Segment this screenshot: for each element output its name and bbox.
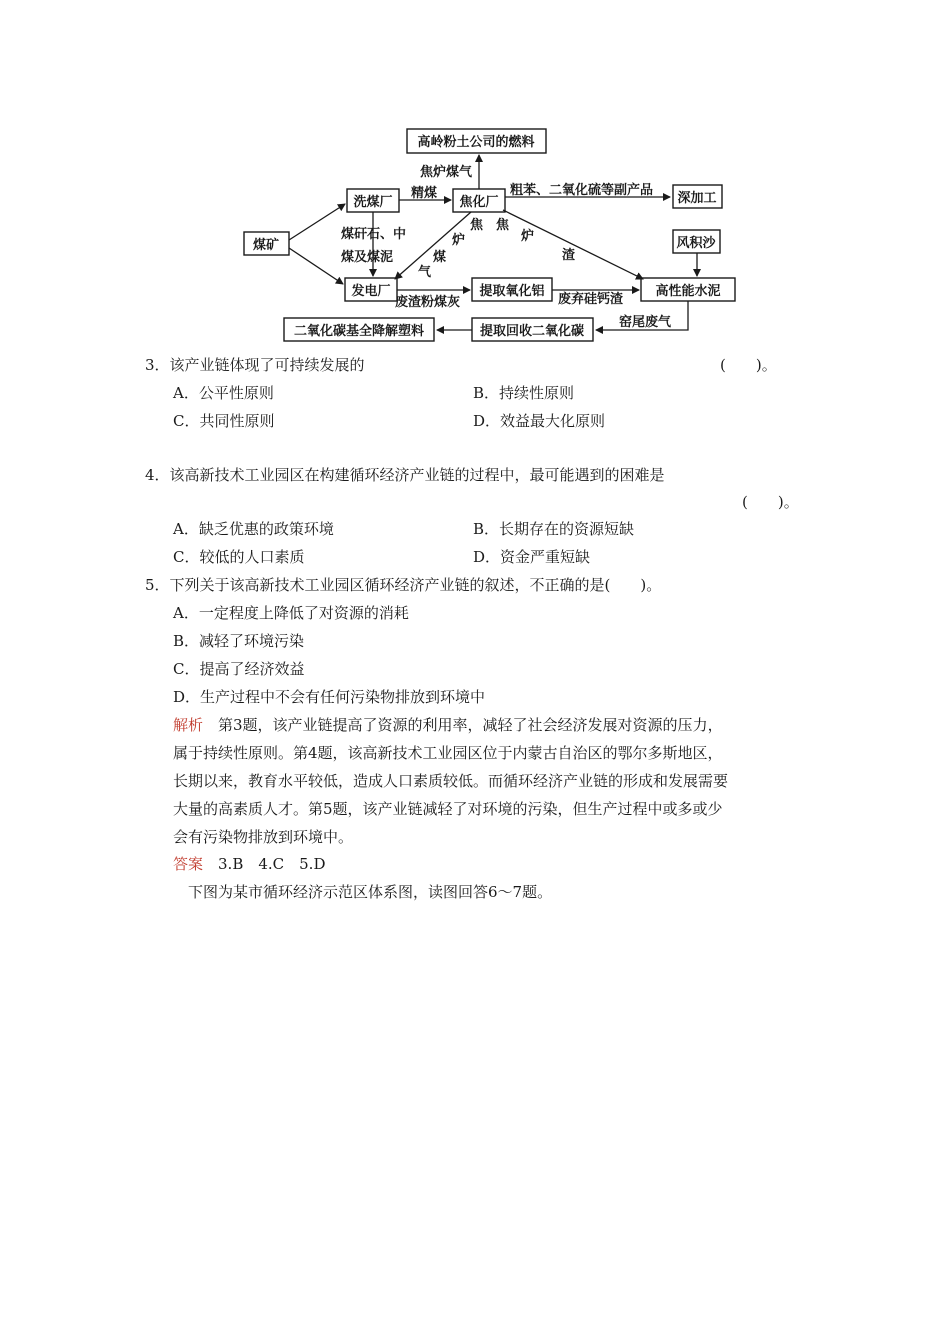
q3-option-a: A．公平性原则 (173, 384, 274, 402)
analysis-line-3: 长期以来，教育水平较低，造成人口素质较低。而循环经济产业链的形成和发展需要 (173, 772, 729, 790)
svg-text:焦化厂: 焦化厂 (459, 195, 499, 210)
svg-text:高岭粉土公司的燃料: 高岭粉土公司的燃料 (417, 135, 535, 150)
q4-answer-blank: ( )。 (742, 493, 799, 511)
node-aeolian-sand (673, 230, 720, 253)
label-silica-slag: 废弃硅钙渣 (558, 292, 624, 307)
node-co2-recovery (472, 318, 593, 341)
svg-text:洗煤厂: 洗煤厂 (353, 195, 393, 210)
q4-option-c: C．较低的人口素质 (173, 548, 305, 566)
label-coke-gas-diag-1: 焦 (470, 218, 484, 233)
q3-stem: 3．该产业链体现了可持续发展的 (145, 356, 365, 374)
svg-text:风积沙: 风积沙 (676, 236, 716, 251)
svg-text:二氧化碳基全降解塑料: 二氧化碳基全降解塑料 (293, 324, 425, 339)
q5-option-d: D．生产过程中不会有任何污染物排放到环境中 (173, 688, 486, 706)
label-kiln-gas: 窑尾废气 (619, 315, 672, 330)
label-coke-slag-2: 炉 (521, 229, 535, 244)
label-coke-gas-diag-4: 气 (418, 265, 432, 280)
q3-option-c: C．共同性原则 (173, 412, 275, 430)
svg-text:高性能水泥: 高性能水泥 (655, 284, 721, 299)
q5-option-c: C．提高了经济效益 (173, 660, 305, 678)
svg-text:发电厂: 发电厂 (351, 284, 391, 299)
label-byproducts: 粗苯、二氧化硫等副产品 (510, 183, 654, 198)
node-cement (641, 278, 735, 301)
q5-option-a: A．一定程度上降低了对资源的消耗 (173, 604, 409, 622)
q4-option-d: D．资金严重短缺 (473, 548, 591, 566)
label-coke-oven-gas: 焦炉煤气 (420, 165, 473, 180)
node-alumina (472, 278, 552, 301)
svg-text:提取氧化铝: 提取氧化铝 (479, 284, 545, 299)
node-coal-washing (347, 189, 399, 212)
q3-answer-blank: ( )。 (720, 356, 777, 374)
node-co2-plastic (284, 318, 434, 341)
diagram-arrows (289, 155, 697, 330)
q3-option-d: D．效益最大化原则 (473, 412, 606, 430)
node-kaolin-fuel (407, 129, 546, 153)
answer-line (173, 854, 325, 874)
node-coal-mine (244, 232, 289, 255)
label-clean-coal: 精煤 (411, 186, 438, 201)
q5-option-b: B．减轻了环境污染 (173, 632, 305, 650)
label-coke-slag-1: 焦 (496, 218, 510, 233)
analysis-label: 解析 (173, 716, 204, 734)
answer-label: 答案 (173, 855, 204, 873)
label-coke-slag-3: 渣 (562, 248, 576, 263)
node-coking (453, 189, 505, 212)
analysis-text-1: 第3题，该产业链提高了资源的利用率，减轻了社会经济发展对资源的压力， (203, 716, 723, 734)
svg-text:煤矿: 煤矿 (252, 238, 280, 253)
label-coke-gas-diag-2: 炉 (452, 233, 466, 248)
label-coke-gas-diag-3: 煤 (433, 250, 447, 265)
next-questions-intro: 下图为某市循环经济示范区体系图，读图回答6～7题。 (188, 883, 553, 901)
analysis-line-4: 大量的高素质人才。第5题，该产业链减轻了对环境的污染，但生产过程中或多或少 (173, 800, 723, 818)
q4-option-a: A．缺乏优惠的政策环境 (173, 520, 334, 538)
q4-option-b: B．长期存在的资源短缺 (473, 520, 635, 538)
node-deep-processing (673, 185, 722, 208)
label-waste-fly-ash: 废渣粉煤灰 (395, 295, 461, 310)
q3-option-b: B．持续性原则 (473, 384, 575, 402)
svg-text:提取回收二氧化碳: 提取回收二氧化碳 (479, 324, 585, 339)
node-power-plant (345, 278, 397, 301)
q4-stem: 4．该高新技术工业园区在构建循环经济产业链的过程中，最可能遇到的困难是 (145, 466, 665, 484)
label-gangue-line2: 煤及煤泥 (341, 250, 394, 265)
analysis-line-1 (173, 715, 723, 735)
label-gangue-line1: 煤矸石、中 (341, 227, 407, 242)
analysis-line-5: 会有污染物排放到环境中。 (173, 828, 354, 846)
answer-text: 3.B 4.C 5.D (203, 855, 326, 873)
svg-text:深加工: 深加工 (677, 191, 717, 206)
q5-stem: 5．下列关于该高新技术工业园区循环经济产业链的叙述，不正确的是( )。 (145, 576, 662, 594)
industrial-chain-diagram (0, 0, 950, 350)
analysis-line-2: 属于持续性原则。第4题，该高新技术工业园区位于内蒙古自治区的鄂尔多斯地区， (173, 744, 723, 762)
